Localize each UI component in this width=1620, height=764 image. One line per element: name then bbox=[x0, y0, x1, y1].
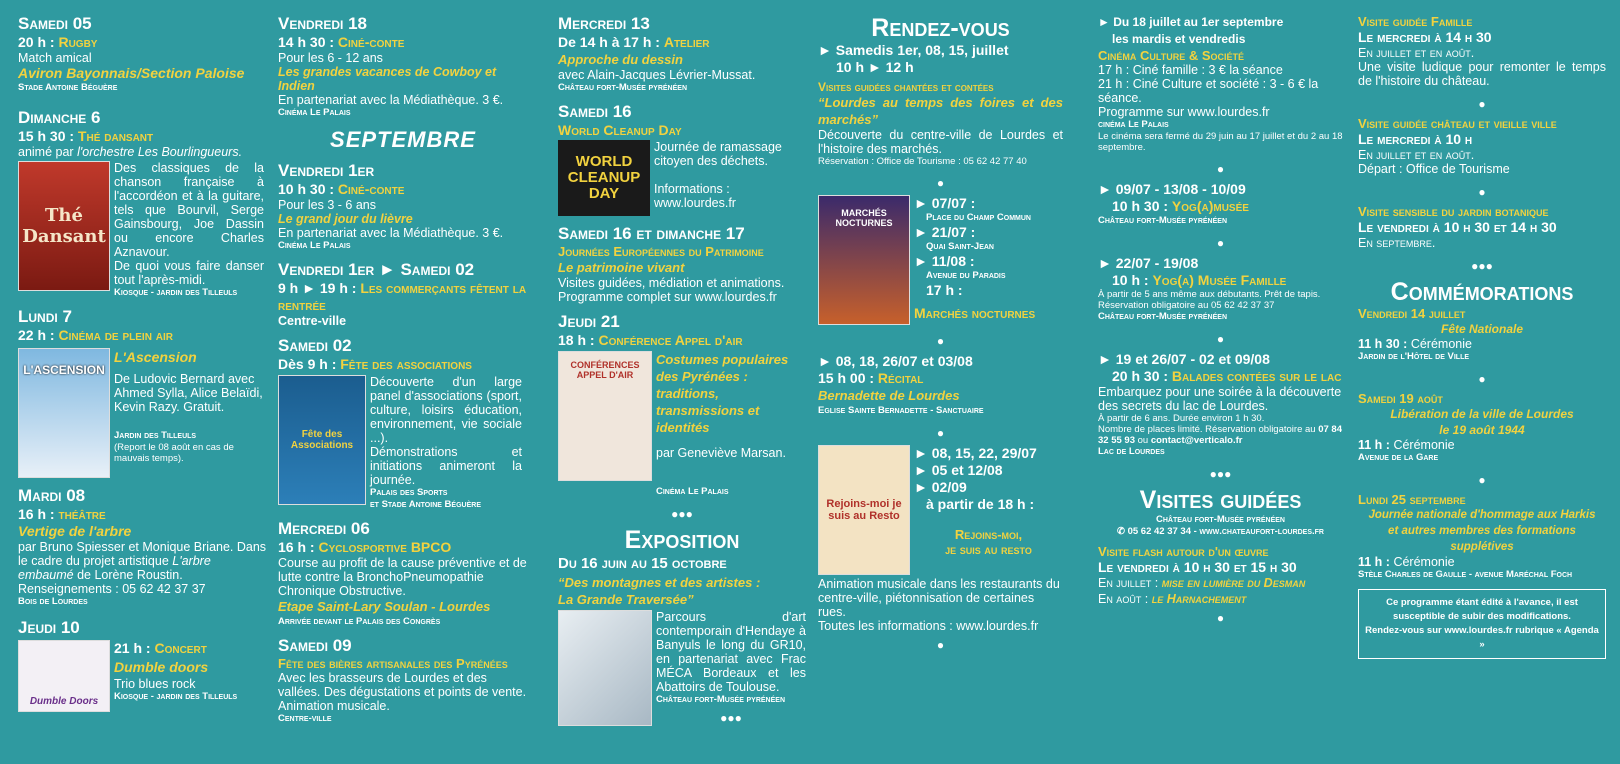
disclaimer-link-text: Rendez-vous sur www.lourdes.fr rubrique « Agenda » bbox=[1365, 625, 1599, 650]
commemoration-what: Cérémonie bbox=[1393, 438, 1455, 452]
event-title: Vertige de l'arbre bbox=[18, 523, 132, 539]
event-title: Approche du dessin bbox=[558, 52, 683, 67]
commemoration-day: Lundi 25 septembre bbox=[1358, 492, 1466, 507]
event-time: 22 h : bbox=[18, 327, 55, 343]
event-text: Embarquez pour une soirée à la découverte des secrets du lac de Lourdes. bbox=[1098, 385, 1342, 413]
date-2: ► 21/07 : bbox=[914, 224, 976, 240]
event-text: Journée de ramassage citoyen des déchets. bbox=[654, 140, 782, 168]
visit-period: En juillet et en août. bbox=[1358, 148, 1475, 162]
event-title: Les grandes vacances de Cowboy et Indien bbox=[278, 65, 497, 93]
visit-type: Visite guidée château et vieille ville bbox=[1358, 116, 1557, 131]
dumble-doors-image bbox=[18, 640, 110, 712]
event-time: 9 h ► 19 h : bbox=[278, 280, 357, 296]
month-heading: SEPTEMBRE bbox=[330, 127, 476, 152]
separator-dots: ●●● bbox=[1209, 467, 1232, 481]
commemoration-day: Vendredi 14 juillet bbox=[1358, 306, 1466, 321]
event-type: Cinéma Culture & Société bbox=[1098, 48, 1245, 63]
event-note: (Report le 08 août en cas de mauvais temps). bbox=[114, 442, 234, 464]
event-title: Aviron Bayonnais/Section Paloise bbox=[18, 65, 245, 81]
event-yogamusee bbox=[1098, 181, 1343, 227]
event-place: Château fort-Musée pyrénéen bbox=[1098, 311, 1228, 322]
event-world-cleanup bbox=[558, 102, 806, 216]
visit-type: Visite guidée Famille bbox=[1358, 14, 1473, 29]
commemoration-what: Cérémonie bbox=[1410, 337, 1472, 351]
event-title: Bernadette de Lourdes bbox=[818, 388, 960, 403]
column-2 bbox=[278, 14, 528, 733]
visites-guidees-heading: Visites guidées bbox=[1139, 486, 1302, 514]
event-info: Renseignements : 05 62 42 37 37 bbox=[18, 582, 206, 596]
visites-subtitle-1: Château fort-Musée pyrénéen bbox=[1155, 514, 1285, 525]
event-place-2: et Stade Antoine Béguère bbox=[370, 499, 481, 510]
visite-jardin bbox=[1358, 204, 1606, 250]
expo-title-2: La Grande Traversée” bbox=[558, 592, 694, 607]
event-resto bbox=[818, 445, 1063, 575]
image-caption: Dumble Doors bbox=[29, 696, 99, 707]
poster-title: CONFÉRENCES APPEL D'AIR bbox=[570, 360, 640, 380]
event-type: Les commerçants fêtent la rentrée bbox=[278, 280, 527, 313]
separator-dot: ● bbox=[1478, 372, 1486, 386]
event-place: Stade Antoine Béguère bbox=[18, 82, 118, 93]
place-3: Avenue du Paradis bbox=[926, 270, 1006, 281]
expo-title-1: “Des montagnes et des artistes : bbox=[558, 575, 761, 590]
event-type: Atelier bbox=[663, 34, 710, 50]
event-text: En partenariat avec la Médiathèque. 3 €. bbox=[278, 226, 504, 240]
event-atelier bbox=[558, 14, 806, 94]
event-marches-nocturnes bbox=[818, 195, 1063, 325]
date-1: ► 08, 15, 22, 29/07 bbox=[914, 445, 1037, 461]
event-type: Récital bbox=[877, 370, 924, 386]
event-text: Trio blues rock bbox=[114, 677, 196, 691]
event-place: Cinéma Le Palais bbox=[278, 107, 351, 118]
event-time: 10 h ► 12 h bbox=[836, 59, 914, 75]
event-time: De 14 h à 17 h : bbox=[558, 34, 660, 50]
expo-artwork-image bbox=[558, 610, 652, 726]
event-type: Ciné-conte bbox=[337, 181, 405, 197]
date-3: ► 11/08 : bbox=[914, 253, 975, 269]
event-visites-chantees bbox=[818, 42, 1063, 167]
event-day: Vendredi 1er ► Samedi 02 bbox=[278, 260, 475, 279]
event-place: Cinéma Le Palais bbox=[656, 486, 729, 497]
event-when: Le vendredi à 10 h 30 et 15 h 30 bbox=[1098, 559, 1297, 575]
event-dates: ► 22/07 - 19/08 bbox=[1098, 255, 1199, 271]
commemoration-place: Avenue de la Gare bbox=[1358, 452, 1439, 463]
event-text: En partenariat avec la Médiathèque. 3 €. bbox=[278, 93, 504, 107]
commemoration-title-1: Libération de la ville de Lourdes bbox=[1390, 407, 1574, 421]
resto-poster-image bbox=[818, 445, 910, 575]
event-title-2: je suis au resto bbox=[945, 542, 1032, 557]
associations-poster-image bbox=[278, 375, 366, 505]
event-type: Visite flash autour d'un œuvre bbox=[1098, 544, 1269, 559]
event-place: Kiosque - jardin des Tilleuls bbox=[114, 691, 238, 702]
reservation-label: Réservation : Office de Tourisme : bbox=[818, 156, 961, 167]
separator-dots: ●●● bbox=[720, 711, 742, 725]
date-2: ► 05 et 12/08 bbox=[914, 462, 1003, 478]
event-day: Vendredi 1er bbox=[278, 161, 375, 180]
visites-subtitle-2: ✆ 05 62 42 37 34 - www.chateaufort-lourdes.fr bbox=[1116, 526, 1324, 537]
event-day: Lundi 7 bbox=[18, 307, 72, 326]
event-patrimoine bbox=[558, 224, 806, 304]
separator-dot: ● bbox=[936, 638, 945, 652]
event-desc: animé par bbox=[18, 145, 74, 159]
disclaimer-text: Ce programme étant édité à l'avance, il est susceptible de subir des modifications. bbox=[1386, 597, 1578, 622]
marches-nocturnes-poster-image bbox=[818, 195, 910, 325]
event-text: De Ludovic Bernard avec Ahmed Sylla, Alice Belaïdi, Kevin Razy. Gratuit. bbox=[114, 372, 263, 414]
poster-title: Fête des Associations bbox=[290, 429, 354, 451]
event-type: Balades contées sur le lac bbox=[1171, 368, 1342, 384]
separator-dots: ●●● bbox=[1471, 259, 1493, 273]
separator-dot: ● bbox=[1478, 185, 1486, 199]
event-phone: 07 84 32 55 93 bbox=[1098, 424, 1342, 446]
event-text: Visites guidées, médiation et animations. Programme complet sur www.lourdes.fr bbox=[558, 276, 785, 304]
commemoration-title-2: le 19 août 1944 bbox=[1439, 423, 1525, 437]
visit-type: Visite sensible du jardin botanique bbox=[1358, 204, 1549, 219]
event-place: Eglise Sainte Bernadette - Sanctuaire bbox=[818, 405, 984, 416]
event-day: Samedi 16 et dimanche 17 bbox=[558, 224, 745, 243]
poster-title: Thé Dansant bbox=[22, 205, 106, 247]
event-commercants bbox=[278, 260, 528, 328]
event-info-label: Informations : bbox=[654, 182, 730, 196]
visit-when: Le mercredi à 10 h bbox=[1358, 131, 1473, 147]
event-day: Samedi 02 bbox=[278, 336, 352, 355]
event-line-1-label: En juillet : bbox=[1098, 576, 1159, 590]
event-time: à partir de 18 h : bbox=[926, 496, 1035, 512]
event-type: Ciné-conte bbox=[337, 34, 405, 50]
event-text: Animation musicale dans les restaurants du centre-ville, piétonnisation de certaines rues. bbox=[818, 577, 1060, 619]
column-4 bbox=[818, 14, 1063, 657]
event-line-1-value: mise en lumière du Desman bbox=[1161, 576, 1306, 590]
commemoration-title-1: Journée nationale d'hommage aux Harkis bbox=[1368, 509, 1596, 521]
commemoration-title-2: et autres membres des formations supplétives bbox=[1388, 525, 1576, 553]
event-concert bbox=[18, 618, 268, 712]
event-balades-contees bbox=[1098, 351, 1343, 458]
visit-period: En septembre. bbox=[1358, 236, 1436, 250]
event-place: Château fort-Musée pyrénéen bbox=[558, 82, 688, 93]
visite-chateau bbox=[1358, 116, 1606, 176]
event-time: Dès 9 h : bbox=[278, 356, 337, 372]
event-day: Jeudi 21 bbox=[558, 312, 620, 331]
event-day: Samedi 16 bbox=[558, 102, 632, 121]
event-day: Mardi 08 bbox=[18, 486, 86, 505]
event-cinema-plein-air bbox=[18, 307, 268, 478]
commemoration-place: Stèle Charles de Gaulle - avenue Maréchal Foch bbox=[1358, 569, 1573, 580]
event-text-italic: L'arbre embaumé bbox=[18, 554, 211, 582]
reservation-phone: 05 62 42 77 40 bbox=[963, 156, 1027, 167]
event-recital bbox=[818, 353, 1063, 417]
expo-dates: Du 16 juin au 15 octobre bbox=[558, 555, 727, 572]
event-place: Lac de Lourdes bbox=[1098, 446, 1165, 457]
separator-dot: ● bbox=[936, 426, 945, 440]
visit-text: Départ : Office de Tourisme bbox=[1358, 162, 1510, 176]
column-3 bbox=[558, 14, 806, 730]
separator-dot: ● bbox=[1216, 332, 1225, 346]
event-title: “Lourdes au temps des foires et des marchés” bbox=[818, 95, 1063, 127]
event-type: Journées Européennes du Patrimoine bbox=[558, 244, 764, 259]
column-1 bbox=[18, 14, 268, 720]
visite-famille bbox=[1358, 14, 1606, 88]
event-visite-flash bbox=[1098, 544, 1343, 606]
poster-title: MARCHÉS NOCTURNES bbox=[835, 208, 893, 228]
separator-dot: ● bbox=[936, 334, 945, 348]
event-day: Jeudi 10 bbox=[18, 618, 80, 637]
expo-text: Parcours d'art contemporain d'Hendaye à Banyuls le long du GR10, en partenariat avec Frac MÉCA Bordeaux et les Abattoirs de Toulouse. bbox=[656, 610, 806, 694]
event-text-3: de Lorène Roustin. bbox=[77, 568, 183, 582]
event-day: Samedi 05 bbox=[18, 14, 92, 33]
event-place: cinéma Le Palais bbox=[1098, 119, 1169, 130]
event-title: Costumes populaires des Pyrénées : traditions, transmissions et identités bbox=[656, 352, 789, 435]
event-text: À partir de 5 ans même aux débutants. Prêt de tapis. Réservation obligatoire au bbox=[1098, 289, 1321, 311]
event-title: Le grand jour du lièvre bbox=[278, 212, 413, 226]
event-time: 10 h : bbox=[1112, 272, 1149, 288]
event-cine-conte-1 bbox=[278, 14, 528, 119]
event-time: 16 h : bbox=[18, 506, 55, 522]
poster-title: L'ASCENSION bbox=[23, 363, 105, 377]
separator-dot: ● bbox=[1216, 611, 1225, 625]
commemoration-time: 11 h : bbox=[1358, 555, 1390, 569]
event-day: Dimanche 6 bbox=[18, 108, 101, 127]
event-cine-conte-2 bbox=[278, 161, 528, 252]
event-type: World Cleanup Day bbox=[558, 122, 682, 138]
the-dansant-poster-image bbox=[18, 161, 110, 291]
commemoration-25-septembre bbox=[1358, 492, 1606, 581]
event-dates: ► 09/07 - 13/08 - 10/09 bbox=[1098, 181, 1246, 197]
event-desc-italic: l'orchestre Les Bourlingueurs. bbox=[77, 145, 243, 159]
event-fete-associations bbox=[278, 336, 528, 511]
separator-dot: ● bbox=[1478, 97, 1486, 111]
event-text: Des classiques de la chanson française à l'accordéon et à la guitare, tels que Bourvil, Serge Gainsbourg, Joe Dassin ou encore Charles Aznavour. bbox=[114, 161, 264, 259]
event-day: Samedi 09 bbox=[278, 636, 352, 655]
event-phone: 05 62 42 37 37 bbox=[1211, 300, 1275, 311]
expo-place: Château fort-Musée pyrénéen bbox=[656, 694, 786, 705]
event-the-dansant bbox=[18, 108, 268, 299]
event-dates: ► 19 et 26/07 - 02 et 09/08 bbox=[1098, 351, 1270, 367]
event-time: 21 h : bbox=[114, 640, 151, 656]
event-text: Découverte d'un large panel d'associations (sport, culture, loisirs éducation, environnement, vie sociale ...). bbox=[370, 375, 522, 445]
event-time: 10 h 30 : bbox=[1112, 198, 1169, 214]
event-email-link[interactable]: contact@verticalo.fr bbox=[1150, 435, 1243, 446]
event-note: Le cinéma sera fermé du 29 juin au 17 juillet et du 2 au 18 septembre. bbox=[1098, 131, 1343, 153]
world-cleanup-logo-image bbox=[558, 140, 650, 216]
event-day: Mercredi 13 bbox=[558, 14, 650, 33]
event-desc: Pour les 3 - 6 ans bbox=[278, 198, 376, 212]
separator-dots: ●●● bbox=[671, 507, 693, 521]
place-1: Place du Champ Commun bbox=[926, 212, 1031, 223]
event-place: Centre-ville bbox=[278, 314, 347, 328]
commemorations-heading: Commémorations bbox=[1390, 278, 1574, 306]
commemoration-14-juillet bbox=[1358, 306, 1606, 363]
event-time: 16 h : bbox=[278, 539, 315, 555]
date-3: ► 02/09 bbox=[914, 479, 967, 495]
column-6 bbox=[1358, 14, 1606, 659]
event-place: Bois de Lourdes bbox=[18, 596, 88, 607]
event-time: 15 h 30 : bbox=[18, 128, 75, 144]
event-place: Jardin des Tilleuls bbox=[114, 430, 197, 441]
event-rugby bbox=[18, 14, 268, 94]
separator-dot: ● bbox=[1478, 473, 1486, 487]
commemoration-title: Fête Nationale bbox=[1440, 322, 1524, 336]
event-time: 15 h 00 : bbox=[818, 370, 875, 386]
visit-period: En juillet et en août. bbox=[1358, 46, 1475, 60]
date-1: ► 07/07 : bbox=[914, 195, 976, 211]
event-note-1: À partir de 6 ans. Durée environ 1 h 30. bbox=[1098, 413, 1265, 424]
conference-poster-image bbox=[558, 351, 652, 481]
ascension-poster-image bbox=[18, 348, 110, 478]
event-title-1: Rejoins-moi, bbox=[954, 527, 1023, 542]
event-time: 20 h 30 : bbox=[1112, 368, 1169, 384]
event-note-2: Nombre de places limité. Réservation obligatoire au bbox=[1098, 424, 1316, 435]
event-text: par Bruno Spiesser et Monique Briane. Dans le cadre du projet artistique bbox=[18, 540, 267, 568]
event-place: Palais des Sports bbox=[370, 487, 448, 498]
event-type: Cyclosportive BPCO bbox=[318, 539, 452, 555]
event-text-2: De quoi vous faire danser tout l'après-midi. bbox=[114, 259, 264, 287]
commemoration-time: 11 h : bbox=[1358, 438, 1390, 452]
event-text-2: Démonstrations et initiations animeront la journée. bbox=[370, 445, 522, 487]
event-title: Le patrimoine vivant bbox=[558, 260, 685, 275]
event-dates: ► 08, 18, 26/07 et 03/08 bbox=[818, 353, 973, 369]
commemoration-place: Jardin de l'Hôtel de Ville bbox=[1358, 351, 1470, 362]
event-text: Course au profit de la cause préventive et de lutte contre la BronchoPneumopathie Chronique Obstructive. bbox=[278, 556, 527, 598]
event-type: Fête des associations bbox=[340, 356, 472, 372]
event-cyclosportive bbox=[278, 519, 528, 628]
commemoration-day: Samedi 19 août bbox=[1358, 391, 1443, 406]
event-line-2: 21 h : Ciné Culture et société : 3 - 6 € la séance. bbox=[1098, 77, 1319, 105]
event-fete-bieres bbox=[278, 636, 528, 725]
event-place: Cinéma Le Palais bbox=[278, 240, 351, 251]
event-text: Avec les brasseurs de Lourdes et des vallées. Des dégustations et points de vente. Animation musicale. bbox=[278, 671, 527, 713]
disclaimer-box bbox=[1358, 589, 1606, 659]
event-place: Château fort-Musée pyrénéen bbox=[1098, 215, 1228, 226]
event-time: 18 h : bbox=[558, 332, 595, 348]
event-conference bbox=[558, 312, 806, 498]
event-type: Marchés nocturnes bbox=[914, 305, 1036, 321]
event-line-3: Programme sur www.lourdes.fr bbox=[1098, 105, 1270, 119]
event-title: Etape Saint-Lary Soulan - Lourdes bbox=[278, 599, 491, 614]
event-time: 14 h 30 : bbox=[278, 34, 335, 50]
visit-text: Une visite ludique pour remonter le temps de l'histoire du château. bbox=[1358, 60, 1606, 88]
event-time: 20 h : bbox=[18, 34, 55, 50]
poster-title: Rejoins-moi je suis au Resto bbox=[826, 498, 902, 522]
event-type: Conférence Appel d'air bbox=[598, 332, 743, 348]
visit-when: Le mercredi à 14 h 30 bbox=[1358, 29, 1492, 45]
column-5 bbox=[1098, 14, 1343, 630]
event-or: ou bbox=[1137, 435, 1149, 446]
event-type: Cinéma de plein air bbox=[58, 327, 174, 343]
event-dates: ► Du 18 juillet au 1er septembre bbox=[1098, 15, 1284, 29]
logo-text: WORLD CLEANUP DAY bbox=[567, 153, 641, 202]
commemoration-19-aout bbox=[1358, 391, 1606, 464]
event-type: Visites guidées chantées et contées bbox=[818, 80, 994, 94]
exposition-heading: Exposition bbox=[624, 526, 740, 554]
event-line-2-value: le Harnachement bbox=[1151, 592, 1247, 606]
event-time: 17 h : bbox=[926, 282, 963, 298]
event-text: Découverte du centre-ville de Lourdes et l'histoire des marchés. bbox=[818, 128, 1063, 156]
event-text: par Geneviève Marsan. bbox=[656, 446, 786, 460]
event-text: avec Alain-Jacques Lévrier-Mussat. bbox=[558, 68, 756, 82]
event-place: Arrivée devant le Palais des Congrès bbox=[278, 616, 441, 627]
event-type: Thé dansant bbox=[77, 128, 154, 144]
event-place: Kiosque - jardin des Tilleuls bbox=[114, 287, 238, 298]
separator-dot: ● bbox=[1216, 162, 1225, 176]
event-type: théâtre bbox=[58, 506, 106, 522]
commemoration-time: 11 h 30 : bbox=[1358, 337, 1408, 351]
event-type: Yog(a) Musée Famille bbox=[1152, 272, 1287, 288]
event-time: 10 h 30 : bbox=[278, 181, 335, 197]
event-place: Centre-ville bbox=[278, 713, 332, 724]
event-dates: ► Samedis 1er, 08, 15, juillet bbox=[818, 42, 1009, 58]
event-day: Mercredi 06 bbox=[278, 519, 370, 538]
event-line-1: 17 h : Ciné famille : 3 € la séance bbox=[1098, 63, 1283, 77]
event-desc: Match amical bbox=[18, 51, 92, 65]
event-website-link[interactable]: www.lourdes.fr bbox=[654, 196, 736, 210]
separator-dot: ● bbox=[1216, 236, 1225, 250]
place-2: Quai Saint-Jean bbox=[926, 241, 994, 252]
event-day: Vendredi 18 bbox=[278, 14, 367, 33]
rendez-vous-heading: Rendez-vous bbox=[871, 14, 1010, 42]
event-desc: Pour les 6 - 12 ans bbox=[278, 51, 383, 65]
commemoration-what: Cérémonie bbox=[1393, 555, 1455, 569]
event-type: Rugby bbox=[58, 34, 98, 50]
separator-dot: ● bbox=[936, 176, 945, 190]
event-type: Yog(a)musée bbox=[1171, 198, 1249, 214]
event-line-2-label: En août : bbox=[1098, 592, 1149, 606]
event-info: Toutes les informations : www.lourdes.fr bbox=[818, 619, 1039, 633]
event-cinema-culture bbox=[1098, 14, 1343, 153]
event-type: Fête des bières artisanales des Pyrénées bbox=[278, 656, 508, 671]
event-type: Concert bbox=[154, 640, 207, 656]
event-theatre bbox=[18, 486, 268, 608]
event-title: L'Ascension bbox=[114, 349, 197, 365]
event-yoga-famille bbox=[1098, 255, 1343, 323]
event-dates-2: les mardis et vendredis bbox=[1112, 32, 1246, 46]
event-title: Dumble doors bbox=[114, 659, 209, 675]
visit-when: Le vendredi à 10 h 30 et 14 h 30 bbox=[1358, 219, 1557, 235]
